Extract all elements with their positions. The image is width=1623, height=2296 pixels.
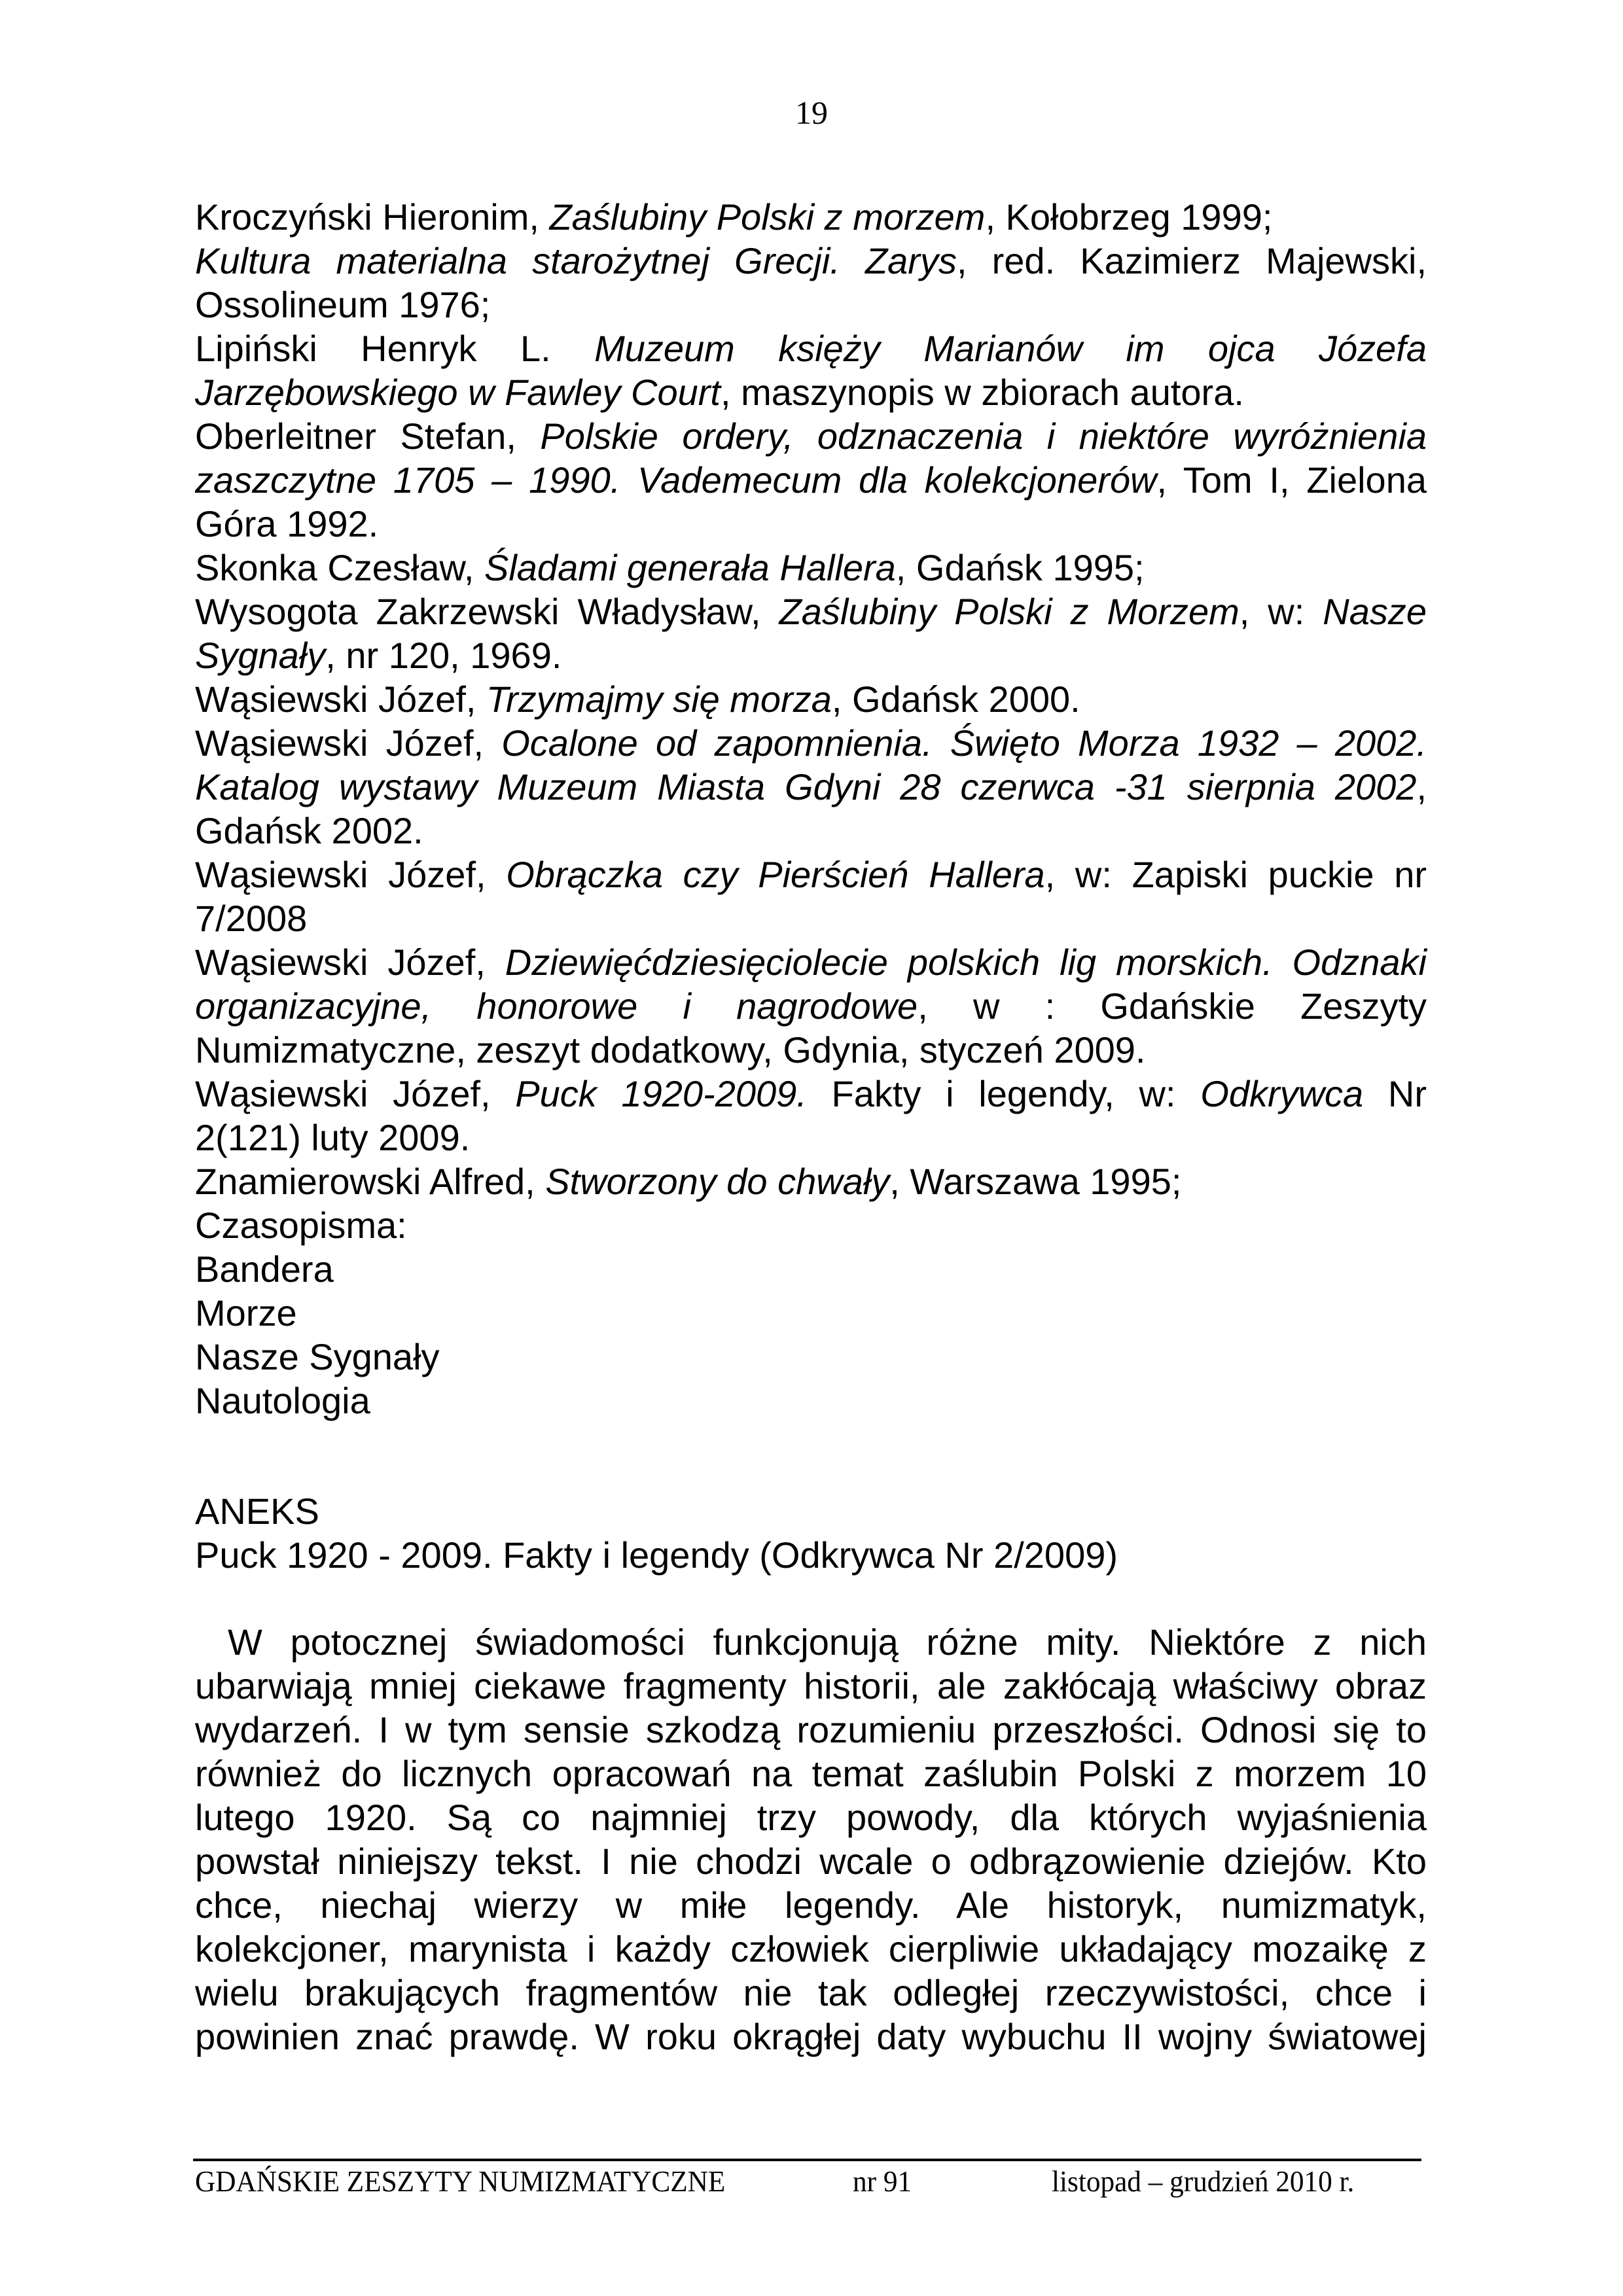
paragraph-line: kolekcjoner, marynista i każdy człowiek cierpliwie układający mozaikę z <box>195 1928 1427 1969</box>
paragraph-line: ubarwiają mniej ciekawe fragmenty historii, ale zakłócają właściwy obraz <box>195 1665 1427 1706</box>
annex-heading: ANEKS <box>195 1491 319 1532</box>
bibliography-text: Lipiński Henryk L. <box>195 328 595 369</box>
bibliography-line <box>195 590 1427 633</box>
bibliography-text: Wysogota Zakrzewski Władysław, <box>195 591 779 632</box>
paragraph-line: chce, niechaj wierzy w miłe legendy. Ale historyk, numizmatyk, <box>195 1884 1427 1926</box>
bibliography-title: Puck 1920-2009. <box>515 1073 807 1114</box>
bibliography-text: , maszynopis w zbiorach autora. <box>720 372 1244 413</box>
bibliography-line <box>195 853 1427 896</box>
bibliography-title: Jarzębowskiego w Fawley Court <box>195 372 721 413</box>
bibliography-line <box>195 677 1427 721</box>
bibliography-line <box>195 1335 1427 1379</box>
bibliography-line <box>195 283 1427 327</box>
bibliography-line <box>195 327 1427 370</box>
bibliography-text: , Tom I, Zielona <box>1156 459 1427 501</box>
bibliography-title: Ocalone od zapomnienia. Święto Morza 1932 – 2002. <box>501 722 1427 764</box>
bibliography-text: , Gdańsk 1995; <box>895 547 1145 588</box>
bibliography-text: Wąsiewski Józef, <box>195 854 507 895</box>
bibliography-line <box>195 1028 1427 1072</box>
bibliography-text: Skonka Czesław, <box>195 547 484 588</box>
bibliography-text: Bandera <box>195 1248 334 1290</box>
paragraph-line: lutego 1920. Są co najmniej trzy powody, dla których wyjaśnienia <box>195 1797 1427 1838</box>
bibliography-title: Obrączka czy Pierścień Hallera <box>506 854 1045 895</box>
bibliography-text: , w: Zapiski puckie nr <box>1044 854 1427 895</box>
bibliography-line <box>195 546 1427 590</box>
bibliography-text: Nasze Sygnały <box>195 1336 440 1377</box>
bibliography-title: organizacyjne, honorowe i nagrodowe <box>195 985 918 1027</box>
bibliography-line <box>195 1379 1427 1422</box>
bibliography-title: Zaślubiny Polski z Morzem <box>779 591 1240 632</box>
bibliography-line <box>195 765 1427 809</box>
bibliography-text: Gdańsk 2002. <box>195 810 423 851</box>
bibliography-line <box>195 633 1427 677</box>
paragraph-line: powinien znać prawdę. W roku okrągłej daty wybuchu II wojny światowej <box>195 2016 1427 2057</box>
bibliography-list <box>195 195 1427 1422</box>
bibliography-text: , w: <box>1239 591 1323 632</box>
bibliography-text: Oberleitner Stefan, <box>195 415 541 457</box>
bibliography-line <box>195 1203 1427 1247</box>
bibliography-title: Trzymajmy się morza <box>486 679 832 720</box>
annex-paragraph <box>195 1620 1427 2058</box>
bibliography-text: , Gdańsk 2000. <box>831 679 1080 720</box>
bibliography-line <box>195 1247 1427 1291</box>
footer-issue-date: listopad – grudzień 2010 r. <box>1052 2164 1355 2198</box>
paragraph-line: wielu brakujących fragmentów nie tak odległej rzeczywistości, chce i <box>195 1972 1427 2013</box>
bibliography-line <box>195 940 1427 984</box>
annex-section <box>195 1489 1427 1577</box>
paragraph-line: wydarzeń. I w tym sensie szkodzą rozumieniu przeszłości. Odnosi się to <box>195 1709 1427 1750</box>
bibliography-text: , red. Kazimierz Majewski, <box>956 240 1427 281</box>
bibliography-text: Wąsiewski Józef, <box>195 722 502 764</box>
bibliography-text: , Warszawa 1995; <box>889 1161 1182 1202</box>
page-number: 19 <box>795 94 828 131</box>
bibliography-title: Odkrywca <box>1200 1073 1364 1114</box>
bibliography-title: Nasze <box>1323 591 1427 632</box>
bibliography-title: Zaślubiny Polski z morzem <box>549 196 986 238</box>
bibliography-line <box>195 721 1427 765</box>
bibliography-line <box>195 1116 1427 1159</box>
bibliography-line <box>195 370 1427 414</box>
bibliography-text: Numizmatyczne, zeszyt dodatkowy, Gdynia, styczeń 2009. <box>195 1029 1146 1070</box>
bibliography-text: Wąsiewski Józef, <box>195 1073 516 1114</box>
bibliography-line <box>195 1159 1427 1203</box>
paragraph-line: powstał niniejszy tekst. I nie chodzi wcale o odbrązowienie dziejów. Kto <box>195 1841 1427 1882</box>
bibliography-text: Góra 1992. <box>195 503 379 544</box>
bibliography-text: Nautologia <box>195 1380 370 1421</box>
bibliography-text: , <box>1416 766 1427 807</box>
bibliography-text: Ossolineum 1976; <box>195 284 491 325</box>
bibliography-text: Fakty i legendy, w: <box>806 1073 1201 1114</box>
bibliography-text: , nr 120, 1969. <box>325 635 562 676</box>
bibliography-text: Nr <box>1363 1073 1427 1114</box>
bibliography-text: , Kołobrzeg 1999; <box>985 196 1273 238</box>
bibliography-title: Katalog wystawy Muzeum Miasta Gdyni 28 czerwca -31 sierpnia 2002 <box>195 766 1417 807</box>
bibliography-text: Czasopisma: <box>195 1205 407 1246</box>
bibliography-text: , w : Gdańskie Zeszyty <box>918 985 1427 1027</box>
bibliography-text: Wąsiewski Józef, <box>195 942 505 983</box>
bibliography-text: Kroczyński Hieronim, <box>195 196 550 238</box>
bibliography-text: Morze <box>195 1292 297 1333</box>
bibliography-title: Stworzony do chwały <box>545 1161 890 1202</box>
footer-journal-title: GDAŃSKIE ZESZYTY NUMIZMATYCZNE <box>195 2164 726 2198</box>
footer-issue-number: nr 91 <box>853 2164 912 2198</box>
paragraph-line: również do licznych opracowań na temat zaślubin Polski z morzem 10 <box>195 1753 1427 1794</box>
bibliography-title: Śladami generała Hallera <box>484 547 896 588</box>
bibliography-line <box>195 195 1427 239</box>
bibliography-line <box>195 809 1427 853</box>
bibliography-line <box>195 1291 1427 1335</box>
bibliography-line <box>195 1072 1427 1116</box>
bibliography-title: Polskie ordery, odznaczenia i niektóre wyróżnienia <box>540 415 1427 457</box>
bibliography-line <box>195 984 1427 1028</box>
bibliography-line <box>195 458 1427 502</box>
bibliography-title: Kultura materialna starożytnej Grecji. Zarys <box>195 240 957 281</box>
page-footer <box>195 2163 1425 2200</box>
bibliography-line <box>195 414 1427 458</box>
bibliography-line <box>195 502 1427 546</box>
paragraph-line: W potocznej świadomości funkcjonują różne mity. Niektóre z nich <box>228 1621 1427 1663</box>
bibliography-title: Sygnały <box>195 635 326 676</box>
bibliography-text: 7/2008 <box>195 898 308 939</box>
annex-subtitle: Puck 1920 - 2009. Fakty i legendy (Odkrywca Nr 2/2009) <box>195 1534 1118 1576</box>
bibliography-line <box>195 239 1427 283</box>
bibliography-text: Wąsiewski Józef, <box>195 679 486 720</box>
bibliography-line <box>195 896 1427 940</box>
footer-rule <box>193 2159 1421 2161</box>
bibliography-title: Dziewięćdziesięciolecie polskich lig morskich. Odznaki <box>505 942 1427 983</box>
bibliography-text: Znamierowski Alfred, <box>195 1161 546 1202</box>
bibliography-title: Muzeum księży Marianów im ojca Józefa <box>594 328 1427 369</box>
bibliography-title: zaszczytne 1705 – 1990. Vademecum dla kolekcjonerów <box>195 459 1157 501</box>
bibliography-text: 2(121) luty 2009. <box>195 1117 471 1158</box>
